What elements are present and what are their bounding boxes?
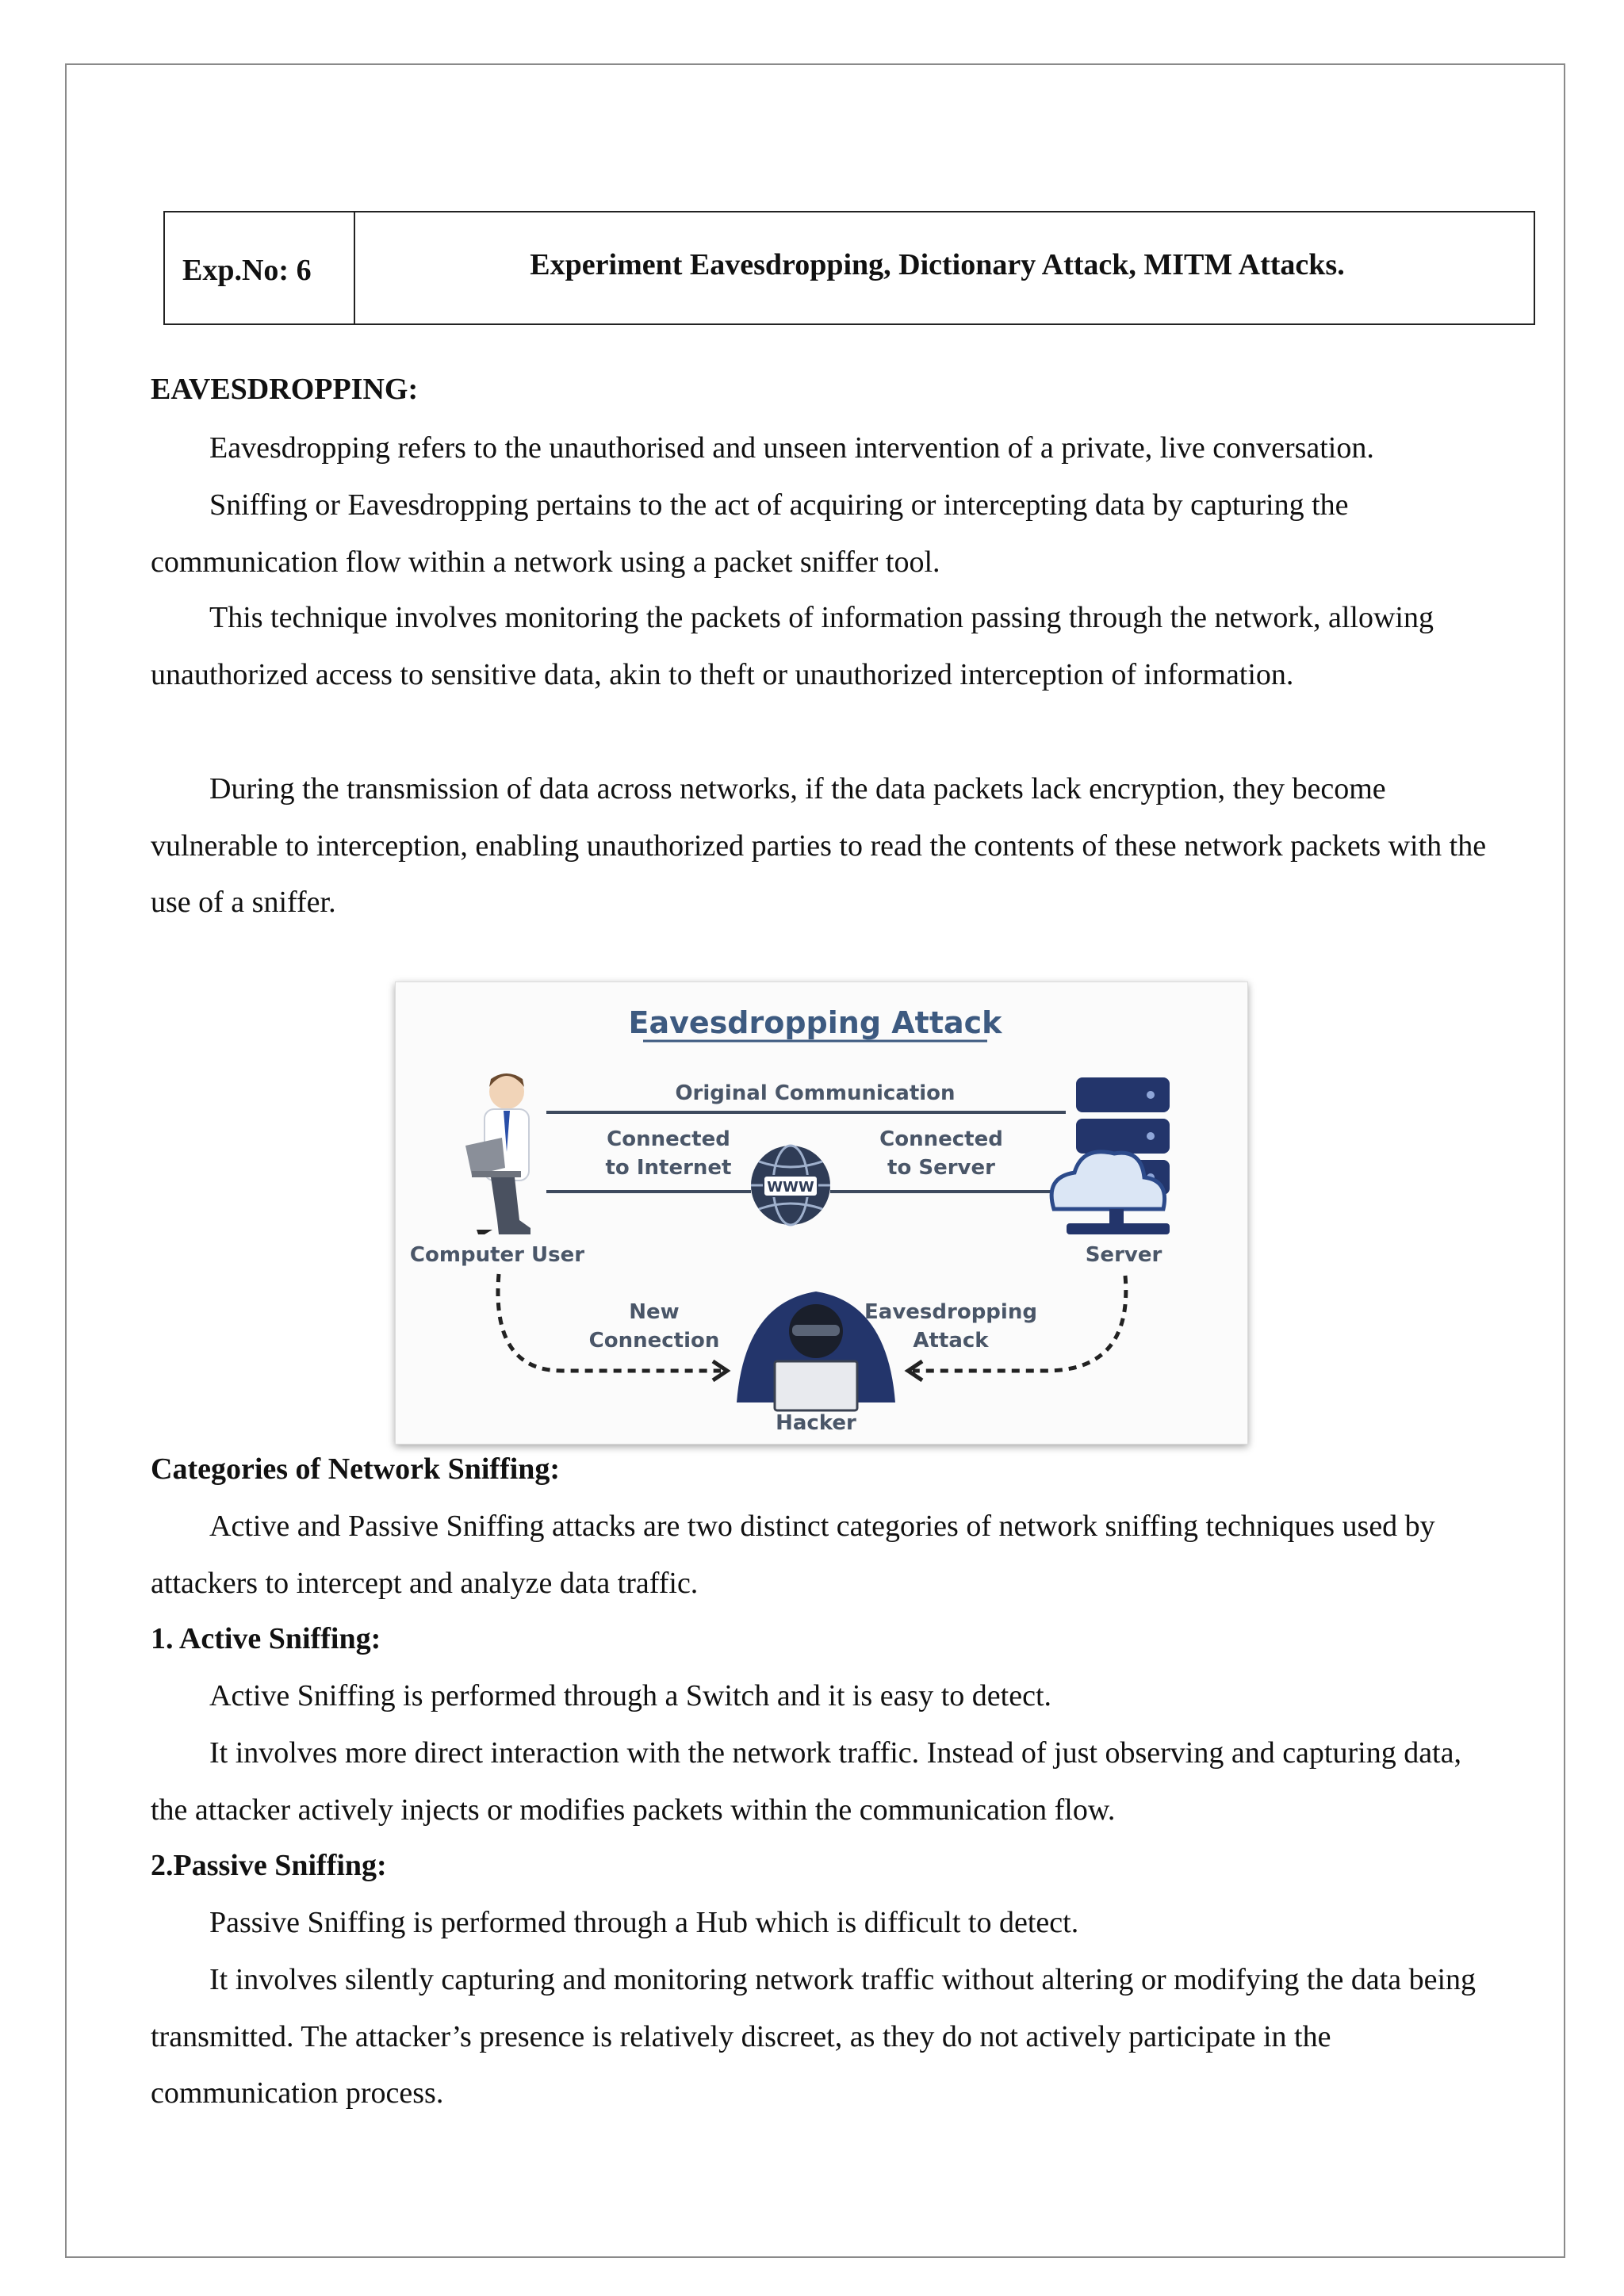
label-eavesdropping-attack-1: Eavesdropping — [864, 1300, 1037, 1324]
label-new-connection-2: Connection — [588, 1329, 720, 1353]
label-eavesdropping-attack-2: Attack — [913, 1329, 989, 1353]
diagram-title: Eavesdropping Attack — [628, 1005, 1002, 1040]
label-original-communication: Original Communication — [675, 1081, 956, 1105]
new-connection-arrow — [498, 1274, 721, 1371]
experiment-number: Exp.No: 6 — [165, 212, 355, 323]
server-icon — [1051, 1077, 1170, 1234]
label-connected-internet-2: to Internet — [605, 1156, 732, 1180]
active-sniffing-paragraph-2: It involves more direct interaction with the network traffic. Instead of just observing and capturing data, the attacker actively injects or modifies packets within the communication flow. — [151, 1736, 1461, 1827]
eavesdropping-paragraph-3: This technique involves monitoring the packets of information passing through the network, allowing unauthorized access to sensitive data, akin to theft or unauthorized interception of information. — [151, 601, 1434, 691]
label-computer-user: Computer User — [409, 1243, 585, 1267]
eavesdropping-heading: EAVESDROPPING: — [151, 373, 419, 406]
passive-sniffing-paragraph-1: Passive Sniffing is performed through a Hub which is difficult to detect. — [209, 1906, 1079, 1939]
categories-paragraph: Active and Passive Sniffing attacks are two distinct categories of network sniffing techniques used by attackers to intercept and analyze data traffic. — [151, 1510, 1435, 1600]
label-connected-server-2: to Server — [887, 1156, 995, 1180]
computer-user-icon — [465, 1073, 530, 1234]
experiment-header-table — [163, 211, 1535, 325]
eavesdropping-paragraph-4: During the transmission of data across networks, if the data packets lack encryption, they become vulnerable to interception, enabling unauthorized parties to read the contents of these network packets with the use of a sniffer. — [151, 772, 1487, 919]
passive-sniffing-paragraph-2: It involves silently capturing and monitoring network traffic without altering or modifying the data being transmitted. The attacker’s presence is relatively discreet, as they do not actively participate in the communication process. — [151, 1963, 1477, 2110]
active-sniffing-heading: 1. Active Sniffing: — [151, 1622, 381, 1655]
www-label: WWW — [767, 1179, 814, 1196]
label-hacker: Hacker — [776, 1411, 856, 1435]
categories-heading: Categories of Network Sniffing: — [151, 1452, 561, 1486]
passive-sniffing-heading: 2.Passive Sniffing: — [151, 1849, 387, 1882]
active-sniffing-paragraph-1: Active Sniffing is performed through a Switch and it is easy to detect. — [209, 1679, 1052, 1712]
label-connected-server-1: Connected — [879, 1127, 1003, 1151]
www-globe-icon — [751, 1146, 830, 1225]
label-new-connection-1: New — [629, 1300, 680, 1324]
eavesdropping-paragraph-2: Sniffing or Eavesdropping pertains to the act of acquiring or intercepting data by capturing the communication flow within a network using a packet sniffer tool. — [151, 488, 1349, 579]
label-connected-internet-1: Connected — [607, 1127, 730, 1151]
experiment-title: Experiment Eavesdropping, Dictionary Attack, MITM Attacks. — [530, 248, 1345, 281]
label-server: Server — [1085, 1243, 1162, 1267]
eavesdropping-attack-diagram — [395, 982, 1248, 1445]
eavesdropping-paragraph-1: Eavesdropping refers to the unauthorised and unseen intervention of a private, live conversation. — [209, 431, 1374, 465]
